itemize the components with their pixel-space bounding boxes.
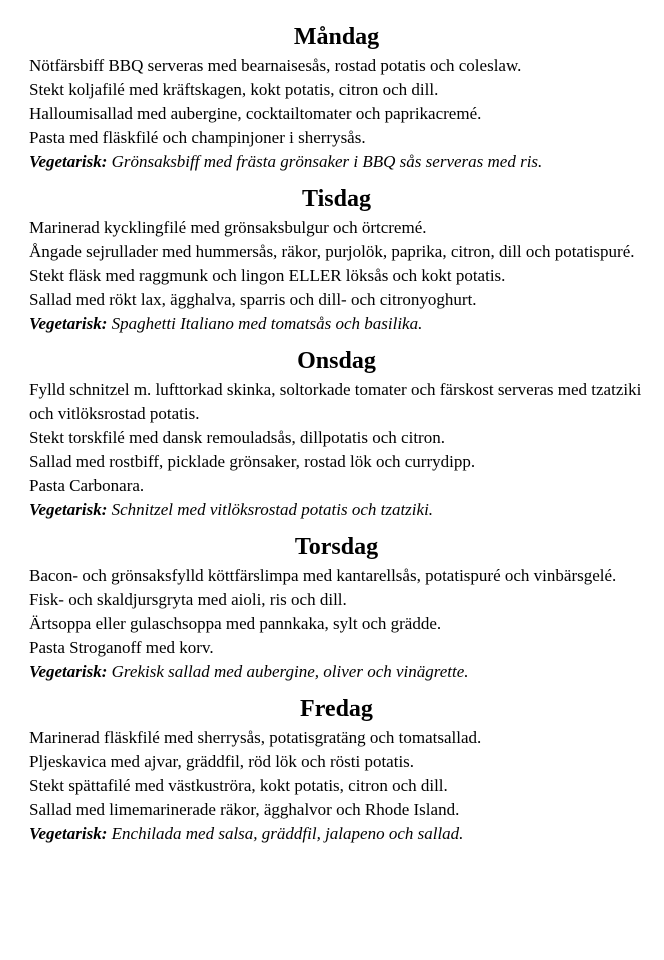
- vegetarian-label: Vegetarisk:: [29, 824, 108, 843]
- day-title: Måndag: [293, 24, 380, 50]
- vegetarian-text: Grekisk sallad med aubergine, oliver och vinägrette.: [107, 662, 469, 681]
- day-section-tisdag: [29, 184, 644, 336]
- dish-item: Fylld schnitzel m. lufttorkad skinka, soltorkade tomater och färskost serveras med tzatziki och vitlöksrostad potatis.: [29, 380, 642, 423]
- dish-item: Stekt spättafilé med västkuströra, kokt potatis, citron och dill.: [29, 776, 448, 795]
- dish-item: Pasta Carbonara.: [29, 476, 145, 495]
- day-title: Onsdag: [297, 348, 376, 374]
- vegetarian-text: Enchilada med salsa, gräddfil, jalapeno och sallad.: [107, 824, 464, 843]
- vegetarian-label: Vegetarisk:: [29, 500, 108, 519]
- day-section-fredag: [29, 694, 644, 846]
- dish-item: Ångade sejrullader med hummersås, räkor, purjolök, paprika, citron, dill och potatispuré.: [29, 242, 635, 261]
- dish-item: Nötfärsbiff BBQ serveras med bearnaisesås, rostad potatis och coleslaw.: [29, 56, 522, 75]
- day-title: Torsdag: [294, 534, 379, 560]
- vegetarian-dish: [29, 822, 644, 846]
- vegetarian-dish: [29, 660, 644, 684]
- day-section-mandag: [29, 22, 644, 174]
- day-title: Fredag: [300, 696, 373, 722]
- dish-item: Stekt fläsk med raggmunk och lingon ELLER löksås och kokt potatis.: [29, 266, 506, 285]
- vegetarian-label: Vegetarisk:: [29, 152, 108, 171]
- dish-item: Ärtsoppa eller gulaschsoppa med pannkaka, sylt och grädde.: [29, 614, 442, 633]
- vegetarian-label: Vegetarisk:: [29, 314, 108, 333]
- day-section-onsdag: [29, 346, 644, 522]
- dish-item: Fisk- och skaldjursgryta med aioli, ris och dill.: [29, 590, 347, 609]
- vegetarian-text: Spaghetti Italiano med tomatsås och basilika.: [107, 314, 423, 333]
- dish-item: Pasta Stroganoff med korv.: [29, 638, 214, 657]
- vegetarian-text: Grönsaksbiff med frästa grönsaker i BBQ sås serveras med ris.: [107, 152, 543, 171]
- dish-item: Stekt torskfilé med dansk remouladsås, dillpotatis och citron.: [29, 428, 445, 447]
- vegetarian-dish: [29, 150, 644, 174]
- day-title: Tisdag: [302, 186, 371, 212]
- dish-item: Sallad med rökt lax, ägghalva, sparris och dill- och citronyoghurt.: [29, 290, 477, 309]
- dish-item: Marinerad kycklingfilé med grönsaksbulgur och örtcremé.: [29, 218, 427, 237]
- dish-item: Stekt koljafilé med kräftskagen, kokt potatis, citron och dill.: [29, 80, 439, 99]
- dish-item: Bacon- och grönsaksfylld köttfärslimpa med kantarellsås, potatispuré och vinbärsgelé.: [29, 566, 617, 585]
- dish-item: Pasta med fläskfilé och champinjoner i sherrysås.: [29, 128, 366, 147]
- vegetarian-text: Schnitzel med vitlöksrostad potatis och tzatziki.: [107, 500, 434, 519]
- dish-item: Sallad med limemarinerade räkor, ägghalvor och Rhode Island.: [29, 800, 460, 819]
- vegetarian-label: Vegetarisk:: [29, 662, 108, 681]
- dish-item: Marinerad fläskfilé med sherrysås, potatisgratäng och tomatsallad.: [29, 728, 482, 747]
- dish-item: Pljeskavica med ajvar, gräddfil, röd lök och rösti potatis.: [29, 752, 415, 771]
- day-section-torsdag: [29, 532, 644, 684]
- vegetarian-dish: [29, 312, 644, 336]
- dish-item: Halloumisallad med aubergine, cocktailtomater och paprikacremé.: [29, 104, 482, 123]
- vegetarian-dish: [29, 498, 644, 522]
- dish-item: Sallad med rostbiff, picklade grönsaker, rostad lök och currydipp.: [29, 452, 476, 471]
